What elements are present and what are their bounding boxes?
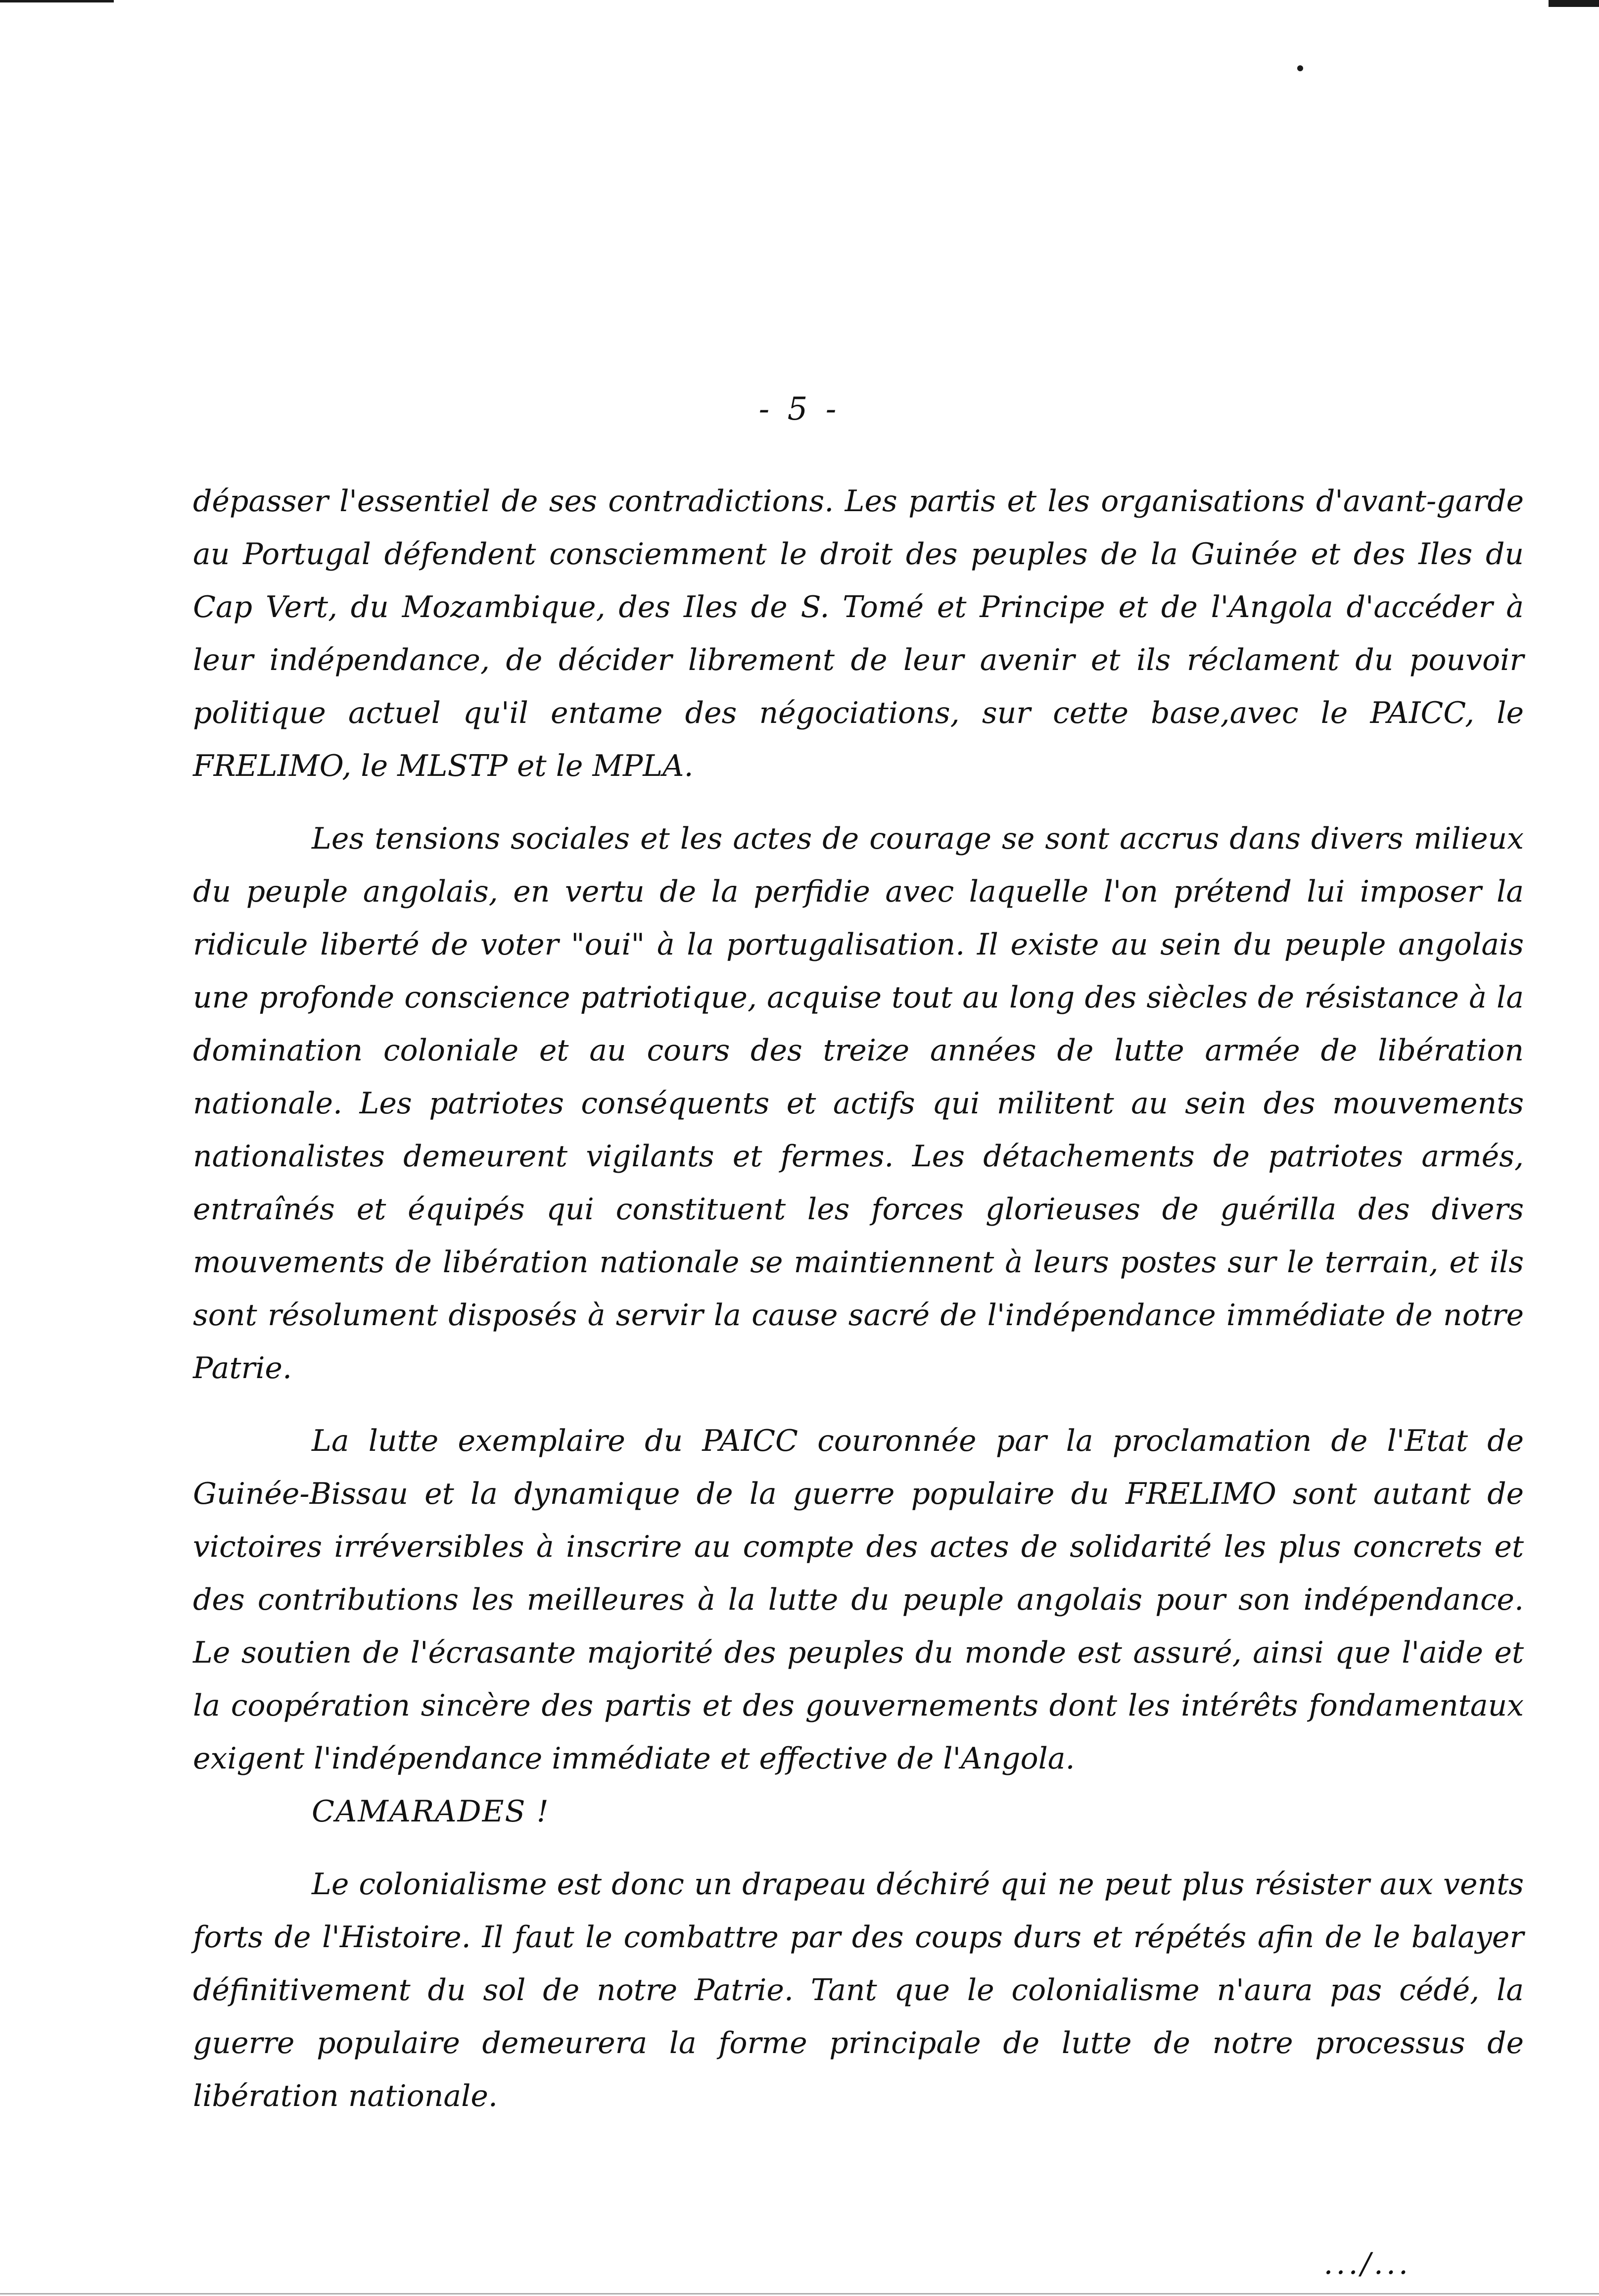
closing-paragraph: Le colonialisme est donc un drapeau déchiré qui ne peut plus résister aux vents forts de l'Histoire. Il faut le combattre par des coups durs et répétés afin de le balayer définitivement du sol de notre Patrie. Tant que le colonialisme n'aura pas cédé, la guerre populaire demeurera la forme principale de lutte de notre processus de libération nationale. [193, 1867, 1524, 2113]
continuation-mark: .../... [1323, 2247, 1411, 2281]
paragraph-1: dépasser l'essentiel de ses contradictions. Les partis et les organisations d'avant-garde au Portugal défendent consciemment le droit des peuples de la Guinée et des Iles du Cap Vert, du Mozambique, des Iles de S. Tomé et Principe et de l'Angola d'accéder à leur indépendance, de décider librement de leur avenir et ils réclament du pouvoir politique actuel qu'il entame des négociations, sur cette base,avec le PAICC, le FRELIMO, le MLSTP et le MPLA. [193, 484, 1524, 783]
scan-line-bottom [0, 2293, 1599, 2295]
paragraph-3: La lutte exemplaire du PAICC couronnée par la proclamation de l'Etat de Guinée-Bissau et la dynamique de la guerre populaire du FRELIMO sont autant de victoires irréversibles à inscrire au compte des actes de solidarité les plus concrets et des contributions les meilleures à la lutte du peuple angolais pour son indépendance. Le soutien de l'écrasante majorité des peuples du monde est assuré, ainsi que l'aide et la coopération sincère des partis et des gouvernements dont les intérêts fondamentaux exigent l'indépendance immédiate et effective de l'Angola. [193, 1424, 1524, 1776]
scan-corner-mark [1549, 0, 1599, 7]
greeting-heading: CAMARADES ! [312, 1794, 550, 1829]
scan-speck [1297, 65, 1303, 71]
page-number: - 5 - [758, 391, 841, 428]
document-body [193, 475, 1524, 2123]
scan-line-top [0, 0, 114, 2]
paragraph-2: Les tensions sociales et les actes de courage se sont accrus dans divers milieux du peuple angolais, en vertu de la perfidie avec laquelle l'on prétend lui imposer la ridicule liberté de voter "oui" à la portugalisation. Il existe au sein du peuple angolais une profonde conscience patriotique, acquise tout au long des siècles de résistance à la domination coloniale et au cours des treize années de lutte armée de libération nationale. Les patriotes conséquents et actifs qui militent au sein des mouvements nationalistes demeurent vigilants et fermes. Les détachements de patriotes armés, entraînés et équipés qui constituent les forces glorieuses de guérilla des divers mouvements de libération nationale se maintiennent à leurs postes sur le terrain, et ils sont résolument disposés à servir la cause sacré de l'indépendance immédiate de notre Patrie. [193, 821, 1524, 1386]
